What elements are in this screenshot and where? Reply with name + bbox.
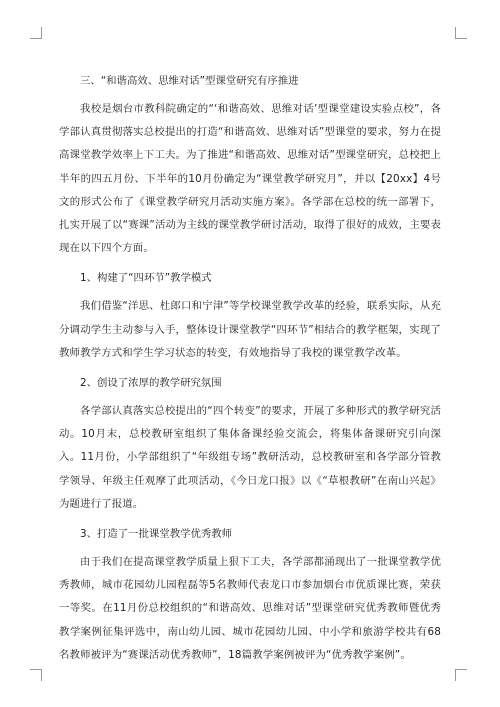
page-corner-mark-bottom-left [30,669,42,681]
section-heading: 三、“和谐高效、思维对话”型课堂研究有序推进 [80,75,299,87]
subheading-research-atmosphere: 2、创设了浓厚的教学研究氛围 [80,377,222,390]
paragraph-intro: 我校是烟台市教科院确定的“‘和谐高效、思维对话’型课堂建设实验点校”，各学部认真贯彻落实总校提出的打造“和谐高效、思维对话”型课堂的要求，努力在提高课堂教学效率上下工夫。为了推进“和谐高效、思维对话”型课堂研究，总校把上半年的四五月份、下半年的10月份确定为“课堂教学研究月”，并以【20xx】4号文的形式公布了《课堂教学研究月活动实施方案》。各学部在总校的统一部署下，扎实开展了以“赛课”活动为主线的课堂教学研讨活动，取得了很好的成效，主要表现在以下四个方面。 [59,103,441,255]
paragraph-excellent-teachers: 由于我们在提高课堂教学质量上狠下工夫，各学部都涌现出了一批课堂教学优秀教师，城市花园幼儿园程磊等5名教师代表龙口市参加烟台市优质课比赛，荣获一等奖。在11月份总校组织的“和谐高效、思维对话”型课堂研究优秀教师暨优秀教学案例征集评选中，南山幼儿园、城市花园幼儿园、中小学和旅游学校共有68名教师被评为“赛课活动优秀教师”，18篇教学案例被评为“优秀教学案例”。 [59,556,441,661]
paragraph-research-atmosphere: 各学部认真落实总校提出的“四个转变”的要求，开展了多种形式的教学研究活动。10月末，总校教研室组织了集体备课经验交流会，将集体备课研究引向深入。11月份，小学部组织了“年级组专场”教研活动，总校教研室和各学部分管教学领导、年级主任观摩了此项活动，《今日龙口报》以《“草根教研”在南山兴起》为题进行了报道。 [59,405,441,510]
document-body [59,70,441,674]
page-corner-mark-top-left [30,27,42,39]
page-corner-mark-bottom-right [455,669,467,681]
subheading-excellent-teachers: 3、打造了一批课堂教学优秀教师 [80,528,233,541]
subheading-teaching-model: 1、构建了“四环节”教学模式 [80,272,212,285]
page-corner-mark-top-right [455,27,467,39]
paragraph-teaching-model: 我们借鉴“洋思、杜郎口和宁津”等学校课堂教学改革的经验，联系实际，从充分调动学生主动参与入手，整体设计课堂教学“四环节”相结合的教学框架，实现了教师教学方式和学生学习状态的转变，有效地指导了我校的课堂教学改革。 [59,300,441,359]
